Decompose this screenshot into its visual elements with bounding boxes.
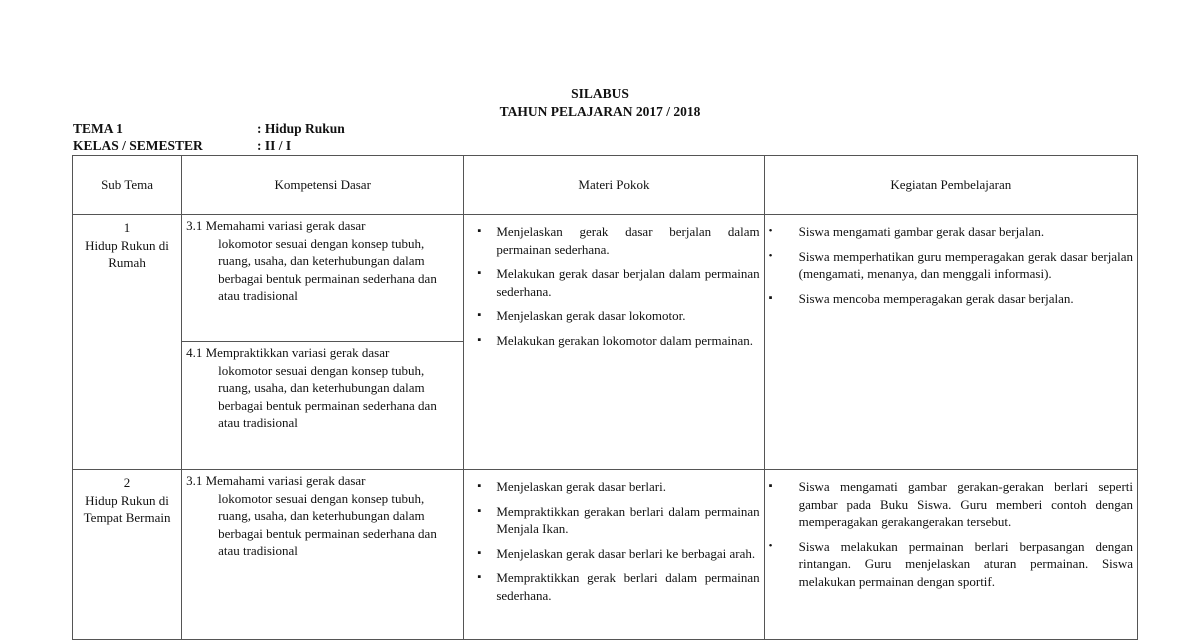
list-item: ▪ Siswa mengamati gambar gerakan-gerakan berlari seperti gambar pada Buku Siswa. Guru memberi contoh dengan memperagakan gerakangerakan tersebut. bbox=[768, 479, 1133, 530]
kegiatan-cell bbox=[764, 215, 1137, 470]
table-header-row bbox=[73, 156, 1138, 215]
tema-value: : Hidup Rukun bbox=[257, 121, 345, 136]
list-item: ▪ Menjelaskan gerak dasar lokomotor. bbox=[477, 308, 686, 324]
square-bullet-icon: ▪ bbox=[477, 480, 482, 492]
square-bullet-icon: ▪ bbox=[477, 333, 482, 346]
bullet-icon: ▪ bbox=[768, 291, 773, 304]
square-bullet-icon: ▪ bbox=[477, 504, 482, 517]
square-bullet-icon: ▪ bbox=[477, 225, 482, 237]
bullet-icon: • bbox=[768, 539, 773, 552]
sub-tema-number: 2 bbox=[123, 475, 131, 490]
kompetensi-cell bbox=[182, 342, 464, 470]
materi-cell bbox=[464, 470, 764, 640]
school-year: TAHUN PELAJARAN 2017 / 2018 bbox=[499, 104, 701, 119]
col-header-sub-tema: Sub Tema bbox=[73, 156, 182, 215]
table-row bbox=[73, 470, 1138, 640]
bullet-icon: • bbox=[768, 249, 773, 262]
list-item: ▪ Mempraktikkan gerakan berlari dalam permainan Menjala Ikan. bbox=[477, 503, 760, 537]
kelas-label: KELAS / SEMESTER bbox=[73, 138, 203, 153]
kd-heading: 3.1 Memahami variasi gerak dasar bbox=[186, 218, 366, 233]
kd-text: lokomotor sesuai dengan konsep tubuh, ruang, usaha, dan keterhubungan dalam berbagai bentuk permainan sederhana dan atau tradisional bbox=[218, 490, 437, 559]
list-item: ▪ Mempraktikkan gerak berlari dalam permainan sederhana. bbox=[477, 570, 760, 603]
square-bullet-icon: ▪ bbox=[477, 546, 482, 559]
list-item: ▪ Menjelaskan gerak dasar berjalan dalam permainan sederhana. bbox=[477, 224, 760, 257]
list-item: ▪ Menjelaskan gerak dasar berlari. bbox=[477, 479, 666, 494]
square-bullet-icon: ▪ bbox=[477, 571, 482, 584]
kompetensi-cell bbox=[182, 470, 464, 640]
kegiatan-cell bbox=[764, 470, 1137, 640]
sub-tema-number: 1 bbox=[123, 220, 131, 235]
syllabus-table bbox=[72, 155, 1138, 640]
list-item: ▪ Melakukan gerakan lokomotor dalam permainan. bbox=[477, 332, 754, 348]
sub-tema-cell bbox=[73, 470, 182, 640]
list-item: ▪ Melakukan gerak dasar berjalan dalam permainan sederhana. bbox=[477, 266, 760, 299]
square-bullet-icon: ▪ bbox=[477, 267, 482, 280]
document-title: SILABUS bbox=[571, 86, 629, 101]
kelas-line bbox=[73, 138, 291, 154]
list-item: ▪ Siswa mencoba memperagakan gerak dasar berjalan. bbox=[768, 290, 1074, 306]
bullet-icon: ▪ bbox=[768, 480, 773, 492]
sub-tema-cell bbox=[73, 215, 182, 470]
kd-text: lokomotor sesuai dengan konsep tubuh, ruang, usaha, dan keterhubungan dalam berbagai bentuk permainan sederhana dan atau tradisional bbox=[218, 362, 437, 431]
list-item: ▪ Menjelaskan gerak dasar berlari ke berbagai arah. bbox=[477, 545, 756, 561]
list-item: • Siswa mengamati gambar gerak dasar berjalan. bbox=[768, 224, 1045, 239]
bullet-icon: • bbox=[768, 225, 773, 237]
square-bullet-icon: ▪ bbox=[477, 309, 482, 322]
kd-heading: 4.1 Mempraktikkan variasi gerak dasar bbox=[186, 345, 390, 360]
kd-text: lokomotor sesuai dengan konsep tubuh, ruang, usaha, dan keterhubungan dalam berbagai bentuk permainan sederhana dan atau tradisional bbox=[218, 235, 437, 304]
list-item: • Siswa melakukan permainan berlari berpasangan dengan rintangan. Guru menjelaskan aturan permainan. Siswa melakukan permainan dengan sportif. bbox=[768, 538, 1133, 589]
tema-label: TEMA 1 bbox=[73, 121, 123, 136]
list-item: • Siswa memperhatikan guru memperagakan gerak dasar berjalan (mengamati, menanya, dan menggali informasi). bbox=[768, 248, 1133, 282]
sub-tema-name: Hidup Rukun di Rumah bbox=[85, 237, 169, 271]
col-header-kompetensi: Kompetensi Dasar bbox=[182, 156, 464, 215]
kd-heading: 3.1 Memahami variasi gerak dasar bbox=[186, 473, 366, 488]
kelas-value: : II / I bbox=[257, 138, 292, 153]
tema-line bbox=[73, 121, 345, 137]
table-row bbox=[73, 215, 1138, 342]
sub-tema-name: Hidup Rukun di Tempat Bermain bbox=[83, 492, 171, 526]
kompetensi-cell bbox=[182, 215, 464, 342]
materi-cell bbox=[464, 215, 764, 470]
col-header-materi: Materi Pokok bbox=[464, 156, 764, 215]
col-header-kegiatan: Kegiatan Pembelajaran bbox=[764, 156, 1137, 215]
